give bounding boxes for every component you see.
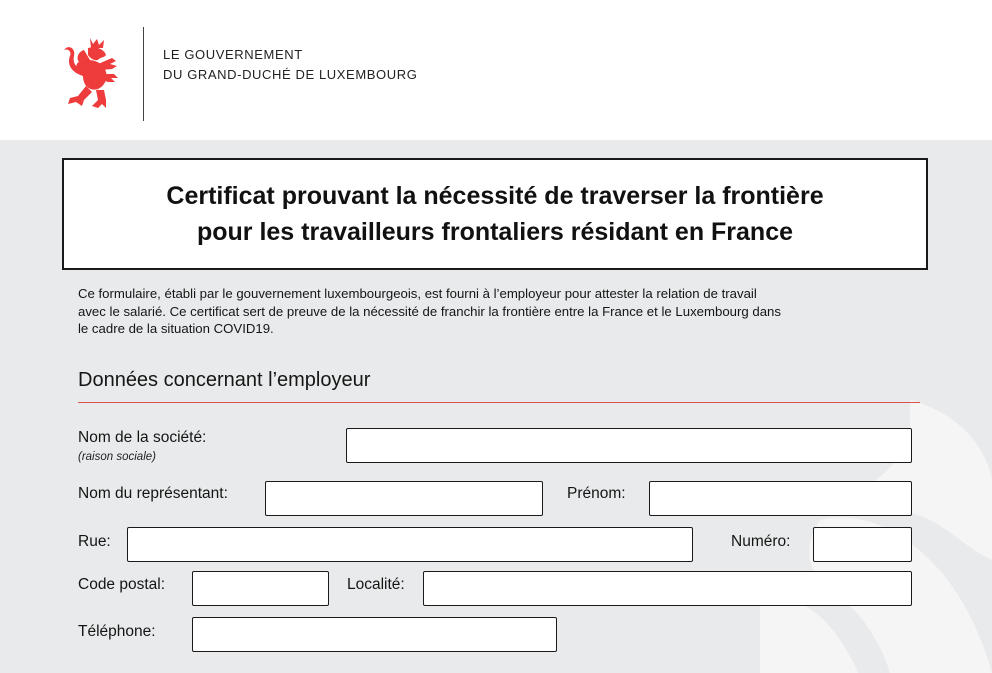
representative-label: Nom du représentant: bbox=[78, 485, 228, 502]
form-title-line2: pour les travailleurs frontaliers résidant en France bbox=[196, 218, 794, 246]
lion-rampant-icon bbox=[60, 36, 128, 112]
intro-paragraph bbox=[78, 285, 928, 338]
section-divider bbox=[78, 402, 920, 403]
section-title-employer: Données concernant l’employeur bbox=[78, 369, 371, 391]
street-number-input[interactable] bbox=[813, 527, 912, 562]
postal-code-input[interactable] bbox=[192, 571, 329, 606]
city-label: Localité: bbox=[347, 576, 405, 593]
representative-name-input[interactable] bbox=[265, 481, 543, 516]
number-label: Numéro: bbox=[731, 533, 791, 550]
government-header bbox=[0, 0, 992, 140]
intro-line: le cadre de la situation COVID19. bbox=[78, 321, 274, 336]
street-label: Rue: bbox=[78, 533, 111, 550]
phone-label: Téléphone: bbox=[78, 623, 156, 640]
company-sublabel: (raison sociale) bbox=[78, 451, 156, 463]
form-title-box bbox=[62, 158, 928, 270]
firstname-input[interactable] bbox=[649, 481, 912, 516]
header-divider bbox=[143, 27, 144, 121]
intro-line: Ce formulaire, établi par le gouvernement luxembourgeois, est fourni à l’employeur pour attester la relation de travail bbox=[78, 286, 757, 301]
postal-code-label: Code postal: bbox=[78, 576, 166, 593]
company-name-input[interactable] bbox=[346, 428, 912, 463]
phone-input[interactable] bbox=[192, 617, 557, 652]
form-title-line1: Certificat prouvant la nécessité de traverser la frontière bbox=[166, 182, 824, 210]
company-label: Nom de la société: bbox=[78, 429, 207, 446]
street-input[interactable] bbox=[127, 527, 693, 562]
government-name-line2: DU GRAND-DUCHÉ DE LUXEMBOURG bbox=[163, 67, 418, 82]
city-input[interactable] bbox=[423, 571, 912, 606]
government-name-line1: LE GOUVERNEMENT bbox=[163, 47, 303, 62]
intro-line: avec le salarié. Ce certificat sert de preuve de la nécessité de franchir la frontière entre la France et le Luxembourg dans bbox=[78, 303, 781, 319]
firstname-label: Prénom: bbox=[567, 485, 626, 502]
